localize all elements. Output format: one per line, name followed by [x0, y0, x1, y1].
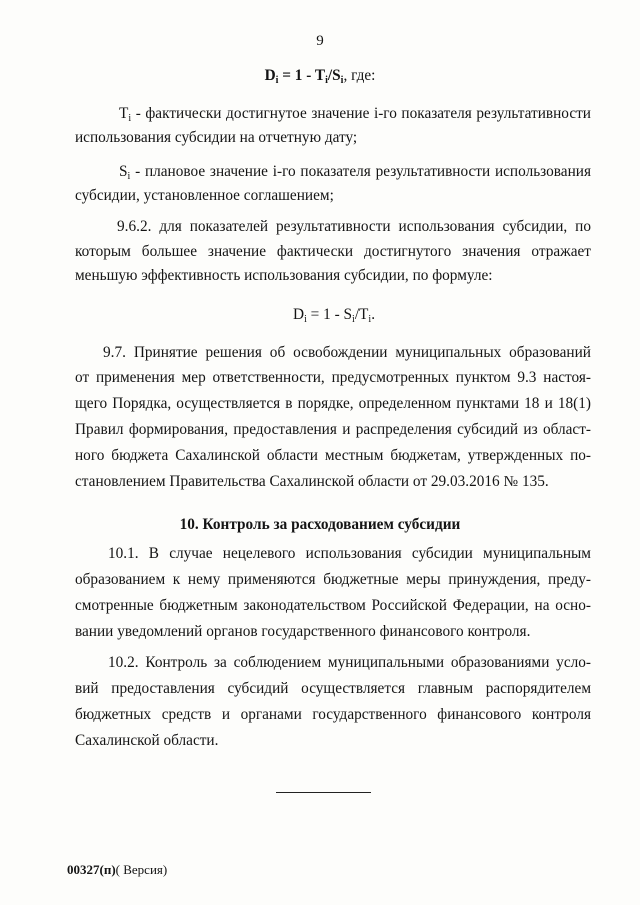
formula-di-ti-si: $D_i = 1 - T_i/S_i$, где: [264, 67, 376, 86]
paragraph-9-7-line-2: от применения мер ответственности, предусмотренных пунктом 9.3 настоя- [75, 369, 591, 386]
paragraph-10-1-line-1: 10.1. В случае нецелевого использования субсидии муниципальным [108, 545, 591, 562]
formula-di-si-ti: $D_i = 1 - S_i/T_i$. [293, 306, 376, 325]
paragraph-9-6-2-line-2: которым большее значение фактически достигнутого значения отражает [75, 243, 591, 260]
paragraph-9-7-line-4: Правил формирования, предоставления и распределения субсидий из област- [75, 421, 591, 438]
paragraph-10-2-line-4: Сахалинской области. [75, 732, 219, 749]
paragraph-10-1-line-4: вании уведомлений органов государственного финансового контроля. [75, 623, 531, 640]
paragraph-9-6-2-line-1: 9.6.2. для показателей результативности использования субсидии, по [117, 218, 591, 235]
closing-rule [276, 792, 371, 793]
paragraph-9-7-line-1: 9.7. Принятие решения об освобождении муниципальных образований [103, 344, 591, 361]
paragraph-10-1-line-3: смотренные бюджетным законодательством Российской Федерации, на осно- [75, 597, 591, 614]
definition-t-line-1: $T_i$ - фактически достигнутое значение i-го показателя результативности [119, 105, 591, 124]
paragraph-10-2-line-2: вий предоставления субсидий осуществляется главным распорядителем [75, 680, 591, 697]
footer-code: 00327(п)( Версия) [67, 862, 168, 877]
paragraph-9-6-2-line-3: меньшую эффективность использования субсидии, по формуле: [75, 267, 493, 284]
page-number: 9 [316, 33, 324, 49]
section-10-heading: 10. Контроль за расходованием субсидии [179, 516, 461, 533]
definition-s-line-2: субсидии, установленное соглашением; [75, 187, 334, 204]
definition-t-line-2: использования субсидии на отчетную дату; [75, 129, 358, 146]
paragraph-10-2-line-3: бюджетных средств и органами государственного финансового контроля [75, 706, 591, 723]
paragraph-10-2-line-1: 10.2. Контроль за соблюдением муниципальными образованиями усло- [108, 654, 591, 671]
paragraph-10-1-line-2: образованием к нему применяются бюджетные меры принуждения, преду- [75, 571, 591, 588]
definition-s-line-1: $S_i$ - плановое значение i-го показателя результативности использования [119, 163, 591, 182]
paragraph-9-7-line-5: ного бюджета Сахалинской области местным бюджетам, утвержденных по- [75, 447, 591, 464]
paragraph-9-7-line-3: щего Порядка, осуществляется в порядке, определенном пунктами 18 и 18(1) [75, 395, 591, 412]
paragraph-9-7-line-6: становлением Правительства Сахалинской области от 29.03.2016 № 135. [75, 473, 549, 490]
